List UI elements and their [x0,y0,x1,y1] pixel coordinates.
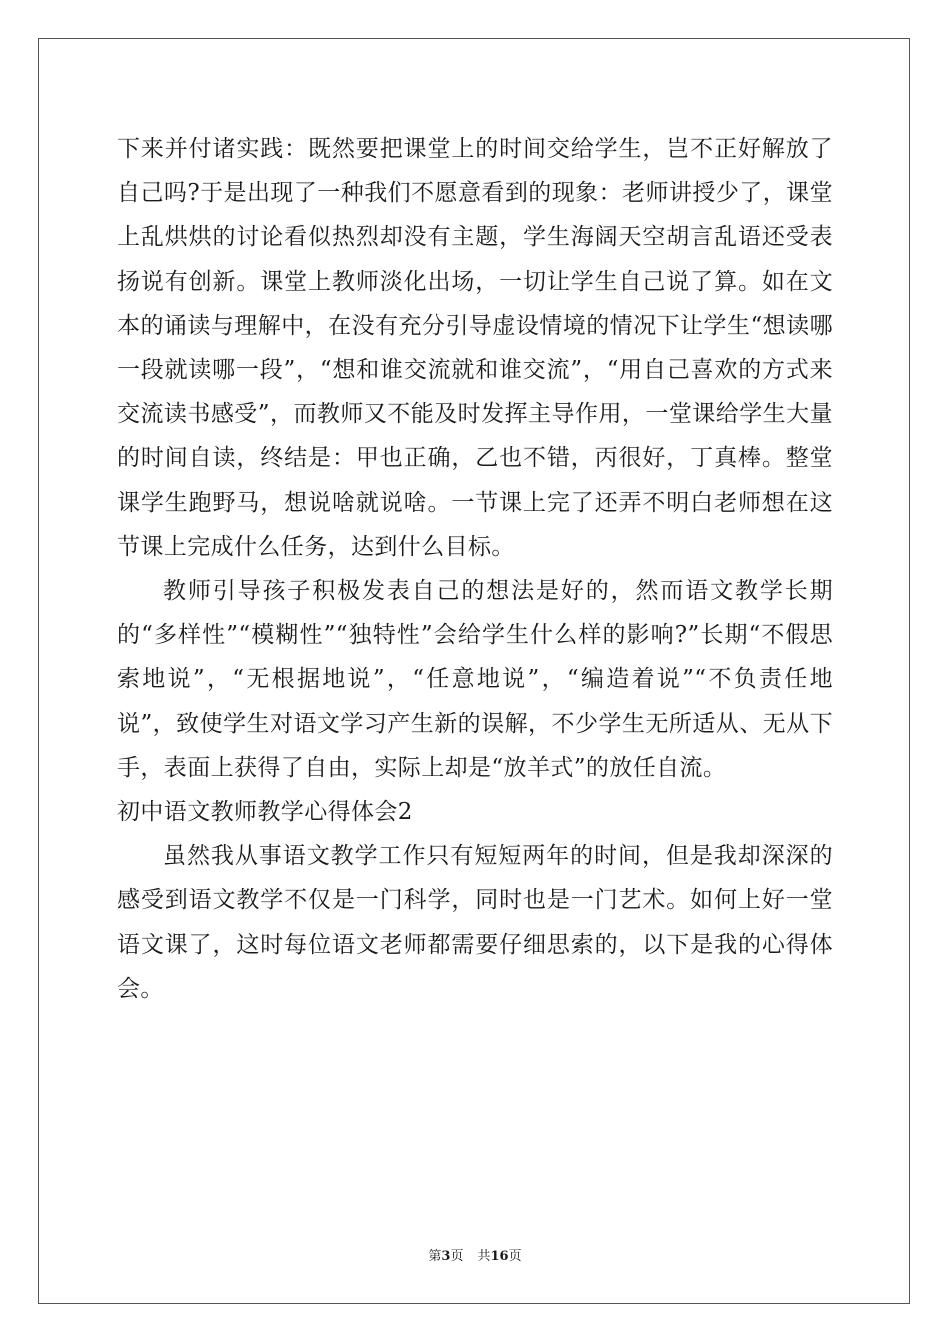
total-pages: 16 [490,1249,509,1264]
paragraph-3: 虽然我从事语文教学工作只有短短两年的时间，但是我却深深的感受到语文教学不仅是一门科学，同时也是一门艺术。如何上好一堂语文课了，这时每位语文老师都需要仔细思索的，以下是我的心得体会。 [117,843,833,1002]
document-body [117,127,833,1011]
total-suffix: 页 [508,1249,522,1264]
page-footer [0,1245,950,1264]
paragraph-1: 下来并付诸实践：既然要把课堂上的时间交给学生，岂不正好解放了自己吗?于是出现了一种我们不愿意看到的现象：老师讲授少了，课堂上乱烘烘的讨论看似热烈却没有主题，学生海阔天空胡言乱语还受表扬说有创新。课堂上教师淡化出场，一切让学生自己说了算。如在文本的诵读与理解中，在没有充分引导虚设情境的情况下让学生“想读哪一段就读哪一段”，“想和谁交流就和谁交流”，“用自己喜欢的方式来交流读书感受”，而教师又不能及时发挥主导作用，一堂课给学生大量的时间自读，终结是：甲也正确，乙也不错，丙很好，丁真棒。整堂课学生跑野马，想说啥就说啥。一节课上完了还弄不明白老师想在这节课上完成什么任务，达到什么目标。 [117,136,833,560]
page-prefix: 第 [428,1249,442,1264]
total-prefix: 共 [477,1249,491,1264]
paragraph-2: 教师引导孩子积极发表自己的想法是好的，然而语文教学长期的“多样性”“模糊性”“独特性”会给学生什么样的影响?”长期“不假思索地说”，“无根据地说”，“任意地说”，“编造着说”“不负责任地说”，致使学生对语文学习产生新的误解，不少学生无所适从、无从下手，表面上获得了自由，实际上却是“放羊式”的放任自流。 [117,578,833,781]
section-heading: 初中语文教师教学心得体会2 [117,799,413,826]
page-number: 3 [441,1249,451,1264]
page-suffix: 页 [450,1249,464,1264]
